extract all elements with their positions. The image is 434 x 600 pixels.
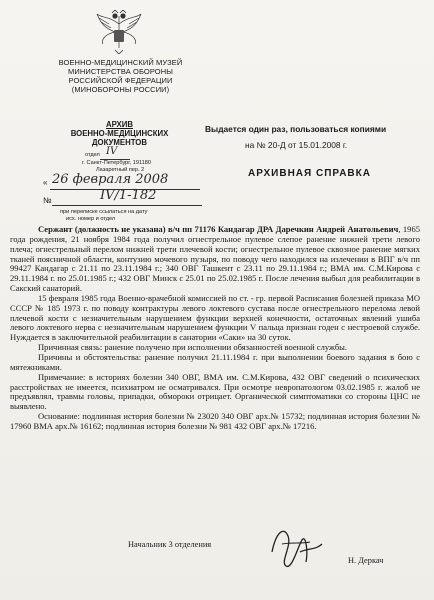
document-title: АРХИВНАЯ СПРАВКА — [248, 168, 371, 179]
institution-line: (МИНОБОРОНЫ РОССИИ) — [71, 85, 170, 94]
address-line: Лазаретный пер. 2 — [96, 167, 145, 173]
num-prefix: № — [43, 196, 52, 205]
dept-label: отдел — [85, 152, 100, 158]
address-line: г. Санкт-Петербург, 191180 — [82, 160, 152, 166]
paragraph-causal: Причинная связь: ранение получено при исполнении обязанностей военной службы. — [38, 342, 348, 353]
date-prefix: « — [43, 178, 48, 187]
dept-value: IV — [106, 146, 118, 157]
paragraph-main — [10, 225, 420, 294]
certificate-body — [10, 225, 420, 432]
person-bold: Сержант (должность не указана) в/ч пп 71176 Кандагар ДРА Даречкин Андрей Анатольевич — [38, 224, 399, 234]
paragraph-basis: Основание: подлинная история болезни № 23020 340 ОВГ арх.№ 15732; подлинная история болезни № 17960 ВМА арх.№ 16162; подлинная история болезни № 981 432 ОВГ арх.№ 17216. — [10, 411, 420, 431]
handwritten-date: 26 февраля 2008 — [52, 172, 169, 187]
institution-line: МИНИСТЕРСТВА ОБОРОНЫ — [68, 67, 173, 76]
institution-block — [38, 58, 203, 94]
reference-number: на № 20-Д от 15.01.2008 г. — [245, 140, 348, 150]
institution-line: РОССИЙСКОЙ ФЕДЕРАЦИИ — [68, 76, 173, 85]
archive-line: ДОКУМЕНТОВ — [91, 138, 147, 148]
archive-line: АРХИВ — [106, 120, 133, 129]
paragraph-note: Примечание: в историях болезни 340 ОВГ, ВМА им. С.М.Кирова, 432 ОВГ сведений о психических расстройствах не имеется, психиатром не осматривался. При осмотре невропатологом 03.02.1985 г. жалоб не предъявлял, травмы головы, припадки, обмороки отрицает. Органической симптоматики со стороны ЦНС не выявлено. — [10, 371, 420, 412]
issued-once-note: Выдается один раз, пользоваться копиями — [205, 124, 387, 134]
institution-line: ВОЕННО-МЕДИЦИНСКИЙ МУЗЕЙ — [58, 58, 183, 67]
eagle-emblem-icon — [95, 10, 143, 54]
number-underline — [52, 205, 202, 206]
handwritten-number: IV/1-182 — [100, 188, 157, 203]
archive-line: ВОЕННО-МЕДИЦИНСКИХ — [70, 129, 169, 139]
signatory-role: Начальник 3 отделения — [128, 540, 212, 549]
signatory-name: Н. Деркач — [348, 556, 384, 565]
archive-block — [42, 120, 197, 148]
paragraph-text: , 1965 года рождения, 21 ноября 1984 года получил огнестрельное пулевое слепое ранение нижней трети левого плеча; огнестрельный перелом нижней трети плечевой кости; огнестрельное пулевое сквозное ранение мягких тканей поясничной области, контузию мочевого пузыря, по поводу чего находился на излечении в ВПГ в/ч пп 99427 Кандагар с 21.11 по 23.11.1984 г.; 340 ОВГ Ташкент с 23.11 по 29.11.1984 г.; ВМА им. С.М.Кирова с 29.11.1984 г. по 25.01.1985 г.; 432 ОВГ Минск с 25.01 по 25.02.1985 г. После лечения выбыл для реабилитации в Сакский санаторий. — [10, 224, 421, 294]
signature-icon — [262, 522, 332, 572]
reply-note: при переписке ссылаться на дату — [60, 209, 148, 215]
paragraph-commission: 15 февраля 1985 года Военно-врачебной комиссией по ст. - гр. первой Расписания болезней приказа МО СССР № 185 1973 г. по поводу контрактуры левого локтевого сустава после огнестрельного перелома левой плечевой кости с незначительным нарушением функции верхней конечности, остаточных явлений ушиба левого локтевого нерва с незначительным нарушением функции V пальца признан годен с нестроевой службе. Нуждается в заключительной реабилитации в санатории «Саки» на 30 суток. — [10, 292, 420, 343]
paragraph-circumstances: Причины и обстоятельства: ранение получил 21.11.1984 г. при выполнении боевого задания в бою с мятежниками. — [10, 351, 420, 372]
reply-note: исх. номер и отдел — [66, 216, 116, 222]
